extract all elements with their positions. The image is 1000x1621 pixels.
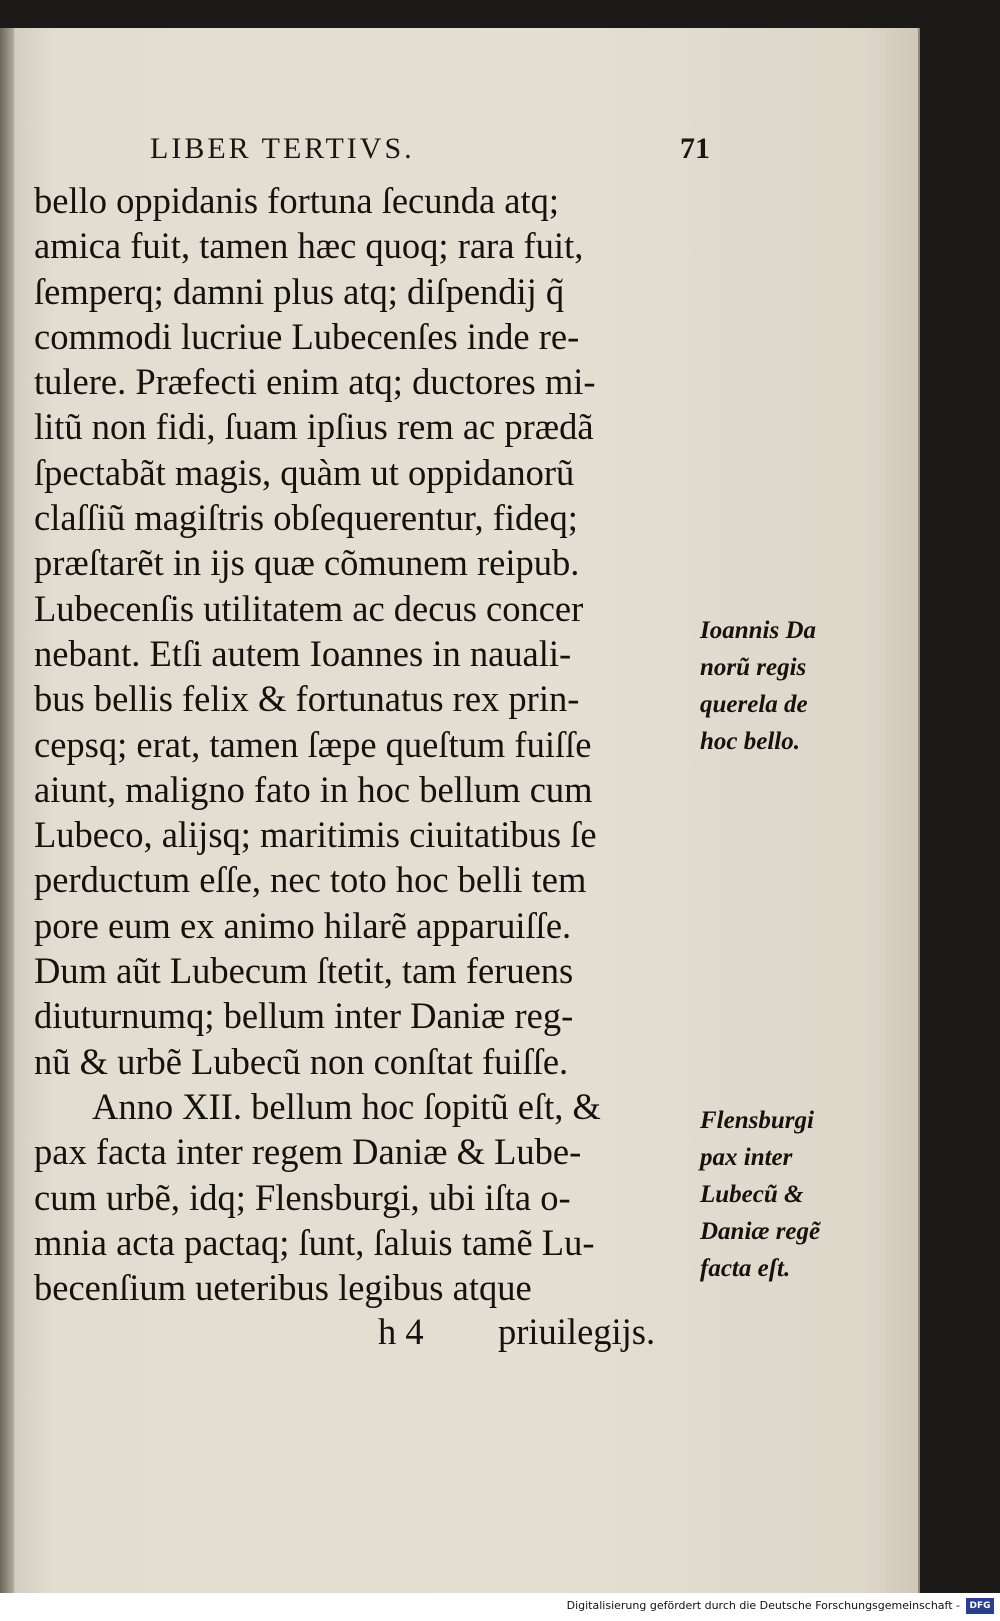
text-line: mnia acta pactaq; ſunt, ſaluis tamẽ Lu- bbox=[34, 1221, 595, 1263]
text-line: pore eum ex animo hilarẽ apparuiſſe. bbox=[34, 904, 572, 946]
text-line: Dum aũt Lubecum ſtetit, tam feruens bbox=[34, 950, 574, 992]
marginal-note-line: hoc bello. bbox=[700, 728, 800, 755]
text-line: perductum eſſe, nec toto hoc belli tem bbox=[34, 859, 587, 901]
text-line: ſemperq; damni plus atq; diſpendij q̃ bbox=[34, 270, 565, 312]
text-line: litũ non fidi, ſuam ipſius rem ac prædã bbox=[34, 406, 594, 448]
text-line: Lubeco, alijsq; maritimis ciuitatibus ſe bbox=[34, 814, 597, 856]
marginal-note-flensburgi bbox=[700, 1102, 860, 1287]
marginal-note-line: Lubecũ & bbox=[700, 1181, 804, 1208]
text-line: cepsq; erat, tamen ſæpe queſtum fuiſſe bbox=[34, 723, 592, 765]
catchword: priuilegijs. bbox=[498, 1311, 656, 1352]
marginal-note-line: pax inter bbox=[700, 1144, 793, 1171]
text-line: præſtarẽt in ijs quæ cõmunem reipub. bbox=[34, 542, 580, 584]
signature-mark: h 4 bbox=[378, 1311, 424, 1352]
marginal-note-ioannis bbox=[700, 612, 860, 760]
marginal-note-line: norũ regis bbox=[700, 654, 807, 681]
marginal-note-line: querela de bbox=[700, 691, 808, 718]
text-line: commodi lucriue Lubecenſes inde re- bbox=[34, 315, 580, 357]
text-line: diuturnumq; bellum inter Daniæ reg- bbox=[34, 995, 574, 1037]
main-text-block bbox=[34, 178, 714, 1310]
text-line: nũ & urbẽ Lubecũ non conſtat fuiſſe. bbox=[34, 1040, 569, 1082]
text-line: aiunt, maligno fato in hoc bellum cum bbox=[34, 768, 593, 810]
marginal-note-line: Flensburgi bbox=[700, 1107, 814, 1134]
text-line: cum urbẽ, idq; Flensburgi, ubi iſta o- bbox=[34, 1176, 571, 1218]
catchline bbox=[378, 1310, 718, 1356]
text-line: Lubecenſis utilitatem ac decus concer bbox=[34, 587, 584, 629]
running-header bbox=[150, 132, 710, 172]
marginal-note-line: facta eſt. bbox=[700, 1255, 791, 1282]
digitization-footer bbox=[0, 1593, 1000, 1621]
text-line: claſſiũ magiſtris obſequerentur, fideq; bbox=[34, 497, 578, 539]
text-line: bus bellis felix & fortunatus rex prin- bbox=[34, 678, 580, 720]
text-line: amica fuit, tamen hæc quoq; rara fuit, bbox=[34, 225, 584, 267]
marginal-note-line: Daniæ regẽ bbox=[700, 1218, 821, 1245]
text-line: nebant. Etſi autem Ioannes in nauali- bbox=[34, 632, 572, 674]
text-line-paragraph-start: Anno XII. bellum hoc ſopitũ eſt, & bbox=[92, 1085, 601, 1127]
text-line: becenſium ueteribus legibus atque bbox=[34, 1267, 532, 1309]
funding-credit: Digitalisierung gefördert durch die Deutsche Forschungsgemeinschaft - bbox=[566, 1599, 960, 1612]
page-gutter bbox=[0, 28, 14, 1593]
dfg-logo: DFG bbox=[966, 1598, 994, 1614]
text-line: bello oppidanis fortuna ſecunda atq; bbox=[34, 180, 560, 221]
text-line: pax facta inter regem Daniæ & Lube- bbox=[34, 1131, 582, 1173]
text-line: ſpectabãt magis, quàm ut oppidanorũ bbox=[34, 451, 575, 493]
folio-number: 71 bbox=[680, 132, 710, 165]
running-title: LIBER TERTIVS. bbox=[150, 132, 415, 165]
marginal-note-line: Ioannis Da bbox=[700, 617, 817, 644]
text-line: tulere. Præfecti enim atq; ductores mi- bbox=[34, 361, 596, 403]
